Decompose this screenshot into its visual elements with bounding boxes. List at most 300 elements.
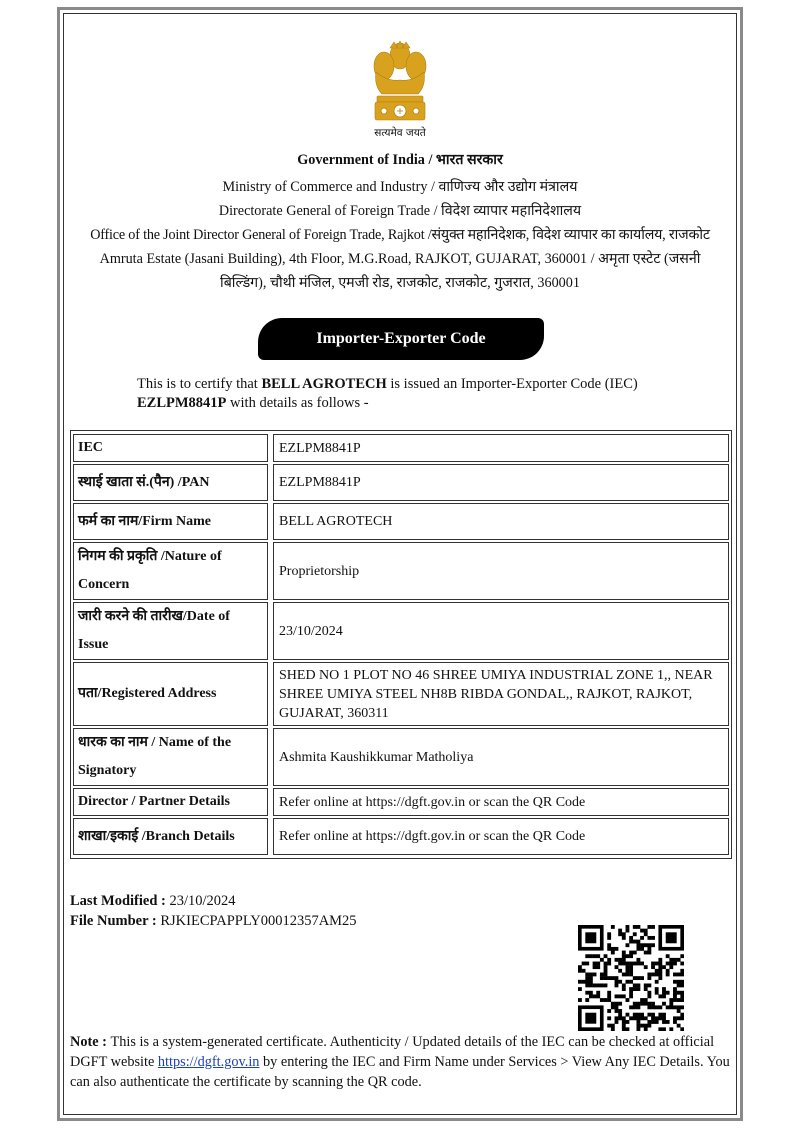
qr-module <box>629 962 633 966</box>
qr-module <box>615 947 619 951</box>
qr-finder-pattern <box>666 932 677 943</box>
qr-module <box>593 973 597 977</box>
qr-module <box>647 983 651 987</box>
qr-module <box>604 973 608 977</box>
qr-module <box>673 1005 677 1009</box>
qr-module <box>633 976 637 980</box>
qr-module <box>673 1020 677 1024</box>
qr-module <box>644 943 648 947</box>
qr-module <box>651 925 655 929</box>
qr-module <box>604 976 608 980</box>
qr-module <box>585 991 589 995</box>
qr-module <box>615 994 619 998</box>
qr-module <box>589 976 593 980</box>
qr-module <box>611 1027 615 1031</box>
qr-module <box>651 973 655 977</box>
qr-module <box>673 998 677 1002</box>
qr-module <box>593 962 597 966</box>
qr-module <box>677 1009 681 1013</box>
qr-module <box>618 969 622 973</box>
emblem-motto: सत्यमेव जयते <box>374 127 426 139</box>
qr-module <box>666 973 670 977</box>
qr-module <box>636 1024 640 1028</box>
qr-module <box>622 958 626 962</box>
qr-module <box>578 965 582 969</box>
row-value: SHED NO 1 PLOT NO 46 SHREE UMIYA INDUSTRIAL ZONE 1,, NEAR SHREE UMIYA STEEL NH8B RIBDA GONDAL,, RAJKOT, RAJKOT, GUJARAT, 360311 <box>273 662 729 726</box>
qr-module <box>636 962 640 966</box>
qr-module <box>680 962 684 966</box>
qr-module <box>636 1016 640 1020</box>
table-row <box>73 542 729 600</box>
qr-module <box>636 983 640 987</box>
qr-module <box>680 983 684 987</box>
qr-module <box>611 1002 615 1006</box>
header-address-1: Amruta Estate (Jasani Building), 4th Floor, M.G.Road, RAJKOT, GUJARAT, 360001 / अमृता एस्टेट (जसनी <box>99 251 701 267</box>
header-directorate: Directorate General of Foreign Trade / विदेश व्यापार महानिदेशालय <box>218 203 582 219</box>
qr-module <box>622 983 626 987</box>
qr-module <box>673 1016 677 1020</box>
qr-module <box>644 1016 648 1020</box>
qr-module <box>655 1016 659 1020</box>
qr-module <box>680 1027 684 1031</box>
qr-module <box>615 983 619 987</box>
header-ministry: Ministry of Commerce and Industry / वाणिज्य और उद्योग मंत्रालय <box>222 179 578 195</box>
qr-module <box>673 958 677 962</box>
qr-module <box>658 1027 662 1031</box>
qr-module <box>593 983 597 987</box>
qr-module <box>658 969 662 973</box>
qr-module <box>578 969 582 973</box>
qr-module <box>644 1002 648 1006</box>
qr-module <box>607 943 611 947</box>
qr-module <box>669 998 673 1002</box>
qr-module <box>626 969 630 973</box>
certify-statement: This is to certify that BELL AGROTECH is issued an Importer-Exporter Code (IEC) EZLPM8841P with details as follows - <box>137 376 638 411</box>
qr-module <box>680 1016 684 1020</box>
table-row <box>73 464 729 501</box>
qr-module <box>633 1005 637 1009</box>
table-row <box>73 434 729 462</box>
qr-module <box>622 962 626 966</box>
qr-module <box>647 991 651 995</box>
qr-module <box>677 1024 681 1028</box>
row-value: Refer online at https://dgft.gov.in or scan the QR Code <box>273 788 729 816</box>
qr-module <box>669 1005 673 1009</box>
qr-code-icon <box>578 925 684 1031</box>
qr-module <box>596 991 600 995</box>
qr-module <box>677 1005 681 1009</box>
qr-module <box>604 962 608 966</box>
qr-module <box>640 976 644 980</box>
qr-module <box>629 954 633 958</box>
qr-module <box>633 1002 637 1006</box>
qr-module <box>633 925 637 929</box>
qr-module <box>658 962 662 966</box>
qr-module <box>611 1024 615 1028</box>
qr-module <box>633 1016 637 1020</box>
qr-module <box>655 987 659 991</box>
qr-module <box>662 1020 666 1024</box>
qr-module <box>680 991 684 995</box>
qr-module <box>666 962 670 966</box>
qr-module <box>651 962 655 966</box>
qr-module <box>673 994 677 998</box>
row-label: शाखा/इकाई /Branch Details <box>73 818 268 855</box>
qr-module <box>658 994 662 998</box>
qr-module <box>622 954 626 958</box>
qr-module <box>607 962 611 966</box>
qr-module <box>640 998 644 1002</box>
qr-module <box>607 958 611 962</box>
qr-module <box>593 954 597 958</box>
qr-module <box>618 994 622 998</box>
qr-module <box>640 1002 644 1006</box>
qr-module <box>633 987 637 991</box>
qr-module <box>636 947 640 951</box>
qr-module <box>662 1027 666 1031</box>
qr-module <box>655 991 659 995</box>
qr-module <box>607 947 611 951</box>
qr-module <box>658 958 662 962</box>
qr-module <box>618 1013 622 1017</box>
file-number: File Number : RJKIECPAPPLY00012357AM25 <box>70 913 357 929</box>
dgft-website-link[interactable]: https://dgft.gov.in <box>157 1054 260 1070</box>
qr-module <box>589 980 593 984</box>
qr-module <box>644 1027 648 1031</box>
qr-module <box>582 980 586 984</box>
qr-module <box>600 983 604 987</box>
qr-module <box>680 973 684 977</box>
qr-module <box>655 980 659 984</box>
qr-module <box>607 932 611 936</box>
national-emblem-icon <box>360 36 440 140</box>
qr-module <box>626 973 630 977</box>
qr-module <box>651 965 655 969</box>
qr-module <box>607 994 611 998</box>
qr-module <box>658 976 662 980</box>
qr-module <box>585 976 589 980</box>
qr-module <box>615 1016 619 1020</box>
qr-module <box>615 976 619 980</box>
qr-module <box>629 936 633 940</box>
qr-module <box>633 951 637 955</box>
qr-module <box>604 965 608 969</box>
qr-module <box>629 940 633 944</box>
qr-module <box>622 1027 626 1031</box>
qr-module <box>647 1020 651 1024</box>
row-label: Director / Partner Details <box>73 788 268 816</box>
qr-module <box>647 947 651 951</box>
qr-module <box>680 954 684 958</box>
qr-module <box>589 994 593 998</box>
qr-finder-pattern <box>585 1013 596 1024</box>
qr-module <box>611 976 615 980</box>
qr-module <box>618 932 622 936</box>
qr-module <box>629 987 633 991</box>
qr-module <box>669 962 673 966</box>
qr-module <box>655 1005 659 1009</box>
qr-module <box>655 973 659 977</box>
qr-module <box>615 1009 619 1013</box>
qr-module <box>633 940 637 944</box>
table-row <box>73 662 729 726</box>
qr-module <box>596 965 600 969</box>
qr-module <box>607 991 611 995</box>
qr-module <box>585 998 589 1002</box>
qr-module <box>647 976 651 980</box>
qr-module <box>677 1016 681 1020</box>
certify-firm-name: BELL AGROTECH <box>261 376 387 392</box>
qr-module <box>647 973 651 977</box>
qr-module <box>673 973 677 977</box>
qr-module <box>662 994 666 998</box>
qr-module <box>640 936 644 940</box>
qr-module <box>677 980 681 984</box>
qr-module <box>655 1020 659 1024</box>
qr-module <box>600 958 604 962</box>
qr-module <box>640 947 644 951</box>
qr-module <box>673 962 677 966</box>
table-row <box>73 818 729 855</box>
qr-module <box>636 976 640 980</box>
qr-module <box>673 980 677 984</box>
qr-module <box>585 954 589 958</box>
qr-module <box>633 962 637 966</box>
qr-module <box>611 1005 615 1009</box>
row-value: EZLPM8841P <box>273 434 729 462</box>
qr-module <box>629 973 633 977</box>
qr-module <box>615 958 619 962</box>
qr-module <box>669 965 673 969</box>
qr-module <box>629 969 633 973</box>
qr-module <box>622 1024 626 1028</box>
header-office: Office of the Joint Director General of Foreign Trade, Rajkot /संयुक्त महानिदेशक, विदेश व्यापार का कार्यालय, राजकोट <box>90 227 710 243</box>
qr-module <box>600 976 604 980</box>
qr-module <box>607 936 611 940</box>
qr-module <box>647 994 651 998</box>
qr-module <box>611 947 615 951</box>
qr-module <box>651 1020 655 1024</box>
qr-module <box>651 1013 655 1017</box>
qr-module <box>622 987 626 991</box>
qr-module <box>585 980 589 984</box>
qr-module <box>629 991 633 995</box>
qr-module <box>677 998 681 1002</box>
qr-module <box>666 1005 670 1009</box>
qr-module <box>655 962 659 966</box>
qr-module <box>636 943 640 947</box>
qr-module <box>651 1002 655 1006</box>
qr-module <box>662 1002 666 1006</box>
qr-module <box>607 1009 611 1013</box>
qr-module <box>636 1020 640 1024</box>
qr-module <box>666 1020 670 1024</box>
qr-module <box>626 980 630 984</box>
qr-module <box>596 954 600 958</box>
row-label: IEC <box>73 434 268 462</box>
qr-module <box>644 951 648 955</box>
qr-module <box>640 962 644 966</box>
qr-module <box>629 994 633 998</box>
qr-module <box>604 969 608 973</box>
qr-module <box>622 932 626 936</box>
qr-module <box>680 1005 684 1009</box>
row-value: EZLPM8841P <box>273 464 729 501</box>
qr-module <box>589 991 593 995</box>
qr-module <box>647 1002 651 1006</box>
qr-module <box>662 991 666 995</box>
row-label: फर्म का नाम/Firm Name <box>73 503 268 540</box>
authenticity-note: Note : This is a system-generated certificate. Authenticity / Updated details of the IEC can be checked at official DGFT website https://dgft.gov.in by entering the IEC and Firm Name under Services > View Any IEC Details. You can also authenticate the certificate by scanning the QR code. <box>70 1034 730 1090</box>
qr-module <box>662 965 666 969</box>
qr-module <box>604 998 608 1002</box>
qr-module <box>636 987 640 991</box>
qr-module <box>618 980 622 984</box>
qr-module <box>626 943 630 947</box>
qr-module <box>677 991 681 995</box>
row-value: Proprietorship <box>273 542 729 600</box>
last-modified: Last Modified : 23/10/2024 <box>70 893 236 909</box>
qr-module <box>626 1013 630 1017</box>
qr-module <box>585 962 589 966</box>
qr-module <box>611 951 615 955</box>
qr-module <box>615 1005 619 1009</box>
qr-module <box>629 980 633 984</box>
qr-module <box>662 1013 666 1017</box>
qr-module <box>647 925 651 929</box>
qr-module <box>600 973 604 977</box>
table-row <box>73 602 729 660</box>
qr-module <box>622 1016 626 1020</box>
row-value: 23/10/2024 <box>273 602 729 660</box>
qr-module <box>651 1016 655 1020</box>
qr-module <box>651 943 655 947</box>
qr-module <box>618 1016 622 1020</box>
qr-module <box>647 1005 651 1009</box>
qr-module <box>589 983 593 987</box>
qr-module <box>585 983 589 987</box>
table-row <box>73 788 729 816</box>
qr-module <box>669 958 673 962</box>
qr-module <box>600 998 604 1002</box>
qr-module <box>578 980 582 984</box>
qr-module <box>644 983 648 987</box>
qr-module <box>593 994 597 998</box>
details-table <box>70 430 732 859</box>
qr-module <box>680 1013 684 1017</box>
qr-module <box>615 980 619 984</box>
qr-module <box>666 954 670 958</box>
qr-module <box>629 951 633 955</box>
qr-module <box>662 987 666 991</box>
qr-module <box>626 925 630 929</box>
qr-module <box>611 925 615 929</box>
qr-module <box>651 1005 655 1009</box>
qr-module <box>655 969 659 973</box>
qr-module <box>636 940 640 944</box>
qr-module <box>662 1016 666 1020</box>
qr-module <box>644 965 648 969</box>
qr-module <box>615 1020 619 1024</box>
qr-module <box>644 932 648 936</box>
header-government: Government of India / भारत सरकार <box>297 152 503 168</box>
qr-module <box>596 994 600 998</box>
qr-module <box>585 973 589 977</box>
qr-module <box>673 987 677 991</box>
qr-module <box>622 936 626 940</box>
qr-module <box>622 994 626 998</box>
qr-module <box>680 980 684 984</box>
qr-module <box>622 1020 626 1024</box>
row-value: Refer online at https://dgft.gov.in or scan the QR Code <box>273 818 729 855</box>
qr-module <box>644 1024 648 1028</box>
qr-module <box>677 983 681 987</box>
qr-module <box>629 965 633 969</box>
qr-module <box>578 987 582 991</box>
qr-module <box>658 1013 662 1017</box>
qr-module <box>644 987 648 991</box>
certificate-title: Importer-Exporter Code <box>258 318 544 360</box>
qr-module <box>596 983 600 987</box>
row-label: निगम की प्रकृति /Nature of Concern <box>73 542 268 600</box>
qr-module <box>607 976 611 980</box>
qr-module <box>626 929 630 933</box>
qr-module <box>640 943 644 947</box>
qr-module <box>626 954 630 958</box>
qr-module <box>658 1016 662 1020</box>
qr-module <box>647 936 651 940</box>
qr-module <box>618 1009 622 1013</box>
qr-module <box>651 936 655 940</box>
qr-module <box>636 958 640 962</box>
row-label: स्थाई खाता सं.(पैन) /PAN <box>73 464 268 501</box>
qr-module <box>607 1016 611 1020</box>
qr-module <box>644 998 648 1002</box>
qr-module <box>680 994 684 998</box>
certify-iec: EZLPM8841P <box>137 395 227 411</box>
qr-module <box>636 1013 640 1017</box>
qr-module <box>578 998 582 1002</box>
qr-module <box>636 925 640 929</box>
qr-module <box>647 943 651 947</box>
qr-module <box>640 929 644 933</box>
row-label: पता/Registered Address <box>73 662 268 726</box>
qr-module <box>589 954 593 958</box>
qr-module <box>633 983 637 987</box>
qr-module <box>658 965 662 969</box>
row-label: जारी करने की तारीख/Date of Issue <box>73 602 268 660</box>
qr-module <box>604 983 608 987</box>
qr-module <box>677 958 681 962</box>
qr-module <box>633 932 637 936</box>
qr-module <box>644 929 648 933</box>
qr-module <box>640 1024 644 1028</box>
qr-module <box>622 973 626 977</box>
qr-module <box>640 1013 644 1017</box>
qr-module <box>666 969 670 973</box>
row-value: BELL AGROTECH <box>273 503 729 540</box>
qr-module <box>669 1002 673 1006</box>
qr-module <box>618 958 622 962</box>
qr-module <box>626 1027 630 1031</box>
qr-module <box>607 1024 611 1028</box>
table-row <box>73 503 729 540</box>
qr-module <box>615 965 619 969</box>
qr-module <box>604 954 608 958</box>
qr-module <box>618 1002 622 1006</box>
qr-module <box>629 1005 633 1009</box>
qr-module <box>629 1016 633 1020</box>
